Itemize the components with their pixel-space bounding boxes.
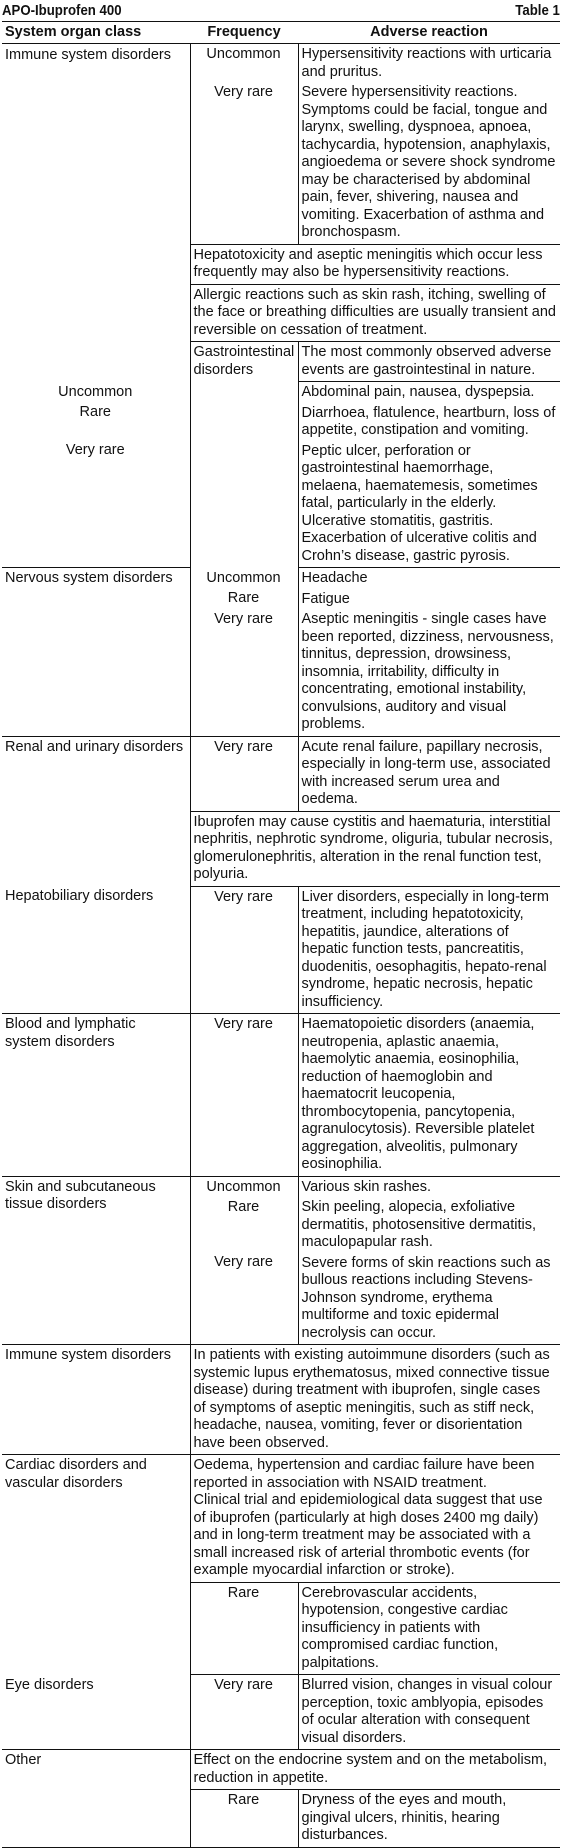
reaction-cell xyxy=(298,382,560,568)
note-cell: Allergic reactions such as skin rash, itching, swelling of the face or breathing difficulties are usually transient and reversible on cessation of treatment. xyxy=(190,284,560,342)
organ-class-cell: Renal and urinary disorders xyxy=(2,736,190,886)
note-cell: Ibuprofen may cause cystitis and haematuria, interstitial nephritis, nephrotic syndrome, oliguria, tubular necrosis, glomerulonephritis, alteration in the renal function test, polyuria. xyxy=(190,811,560,886)
frequency-cell xyxy=(190,1176,298,1345)
table-row xyxy=(2,1345,560,1455)
column-header-frequency: Frequency xyxy=(190,22,298,44)
organ-class-cell: Hepatobiliary disorders xyxy=(2,886,190,1014)
reaction-text: Peptic ulcer, perforation or gastrointestinal haemorrhage, melaena, haematemesis, sometimes fatal, particularly in the elderly. Ulcerative stomatitis, gastritis. Exacerbation of ulcerative colitis and Crohn’s disease, gastric pyrosis. xyxy=(301,442,538,564)
reaction-cell: Blurred vision, changes in visual colour perception, toxic amblyopia, episodes of ocular alteration with consequent visual disorders. xyxy=(298,1675,560,1750)
reaction-text: Hypersensitivity reactions with urticaria and pruritus. xyxy=(301,46,552,80)
reaction-text: Severe forms of skin reactions such as bullous reactions including Stevens-Johnson syndrome, erythema multiforme and toxic epidermal necrolysis can occur. xyxy=(301,1254,551,1341)
table-row xyxy=(2,1014,560,1177)
table-row xyxy=(2,1455,560,1583)
reaction-cell xyxy=(298,568,560,737)
frequency-label: Uncommon xyxy=(58,383,133,400)
frequency-label: Uncommon xyxy=(206,1178,281,1195)
reaction-text: Severe hypersensitivity reactions. Symptoms could be facial, tongue and larynx, swelling, dyspnoea, apnoea, tachycardia, hypotension, anaphylaxis, angioedema or severe shock syndrome may be characterised by abdominal pain, fever, shivering, nausea and vomiting. Exacerbation of asthma and bronchospasm. xyxy=(301,84,556,240)
reaction-cell: Acute renal failure, papillary necrosis, especially in long-term use, associated with increased serum urea and oedema. xyxy=(298,736,560,811)
table-row xyxy=(2,568,560,737)
product-name: APO-Ibuprofen 400 xyxy=(2,2,122,19)
organ-class-cell: Immune system disorders xyxy=(2,1345,190,1455)
adverse-reactions-table xyxy=(2,21,560,1848)
reaction-text: Diarrhoea, flatulence, heartburn, loss of appetite, constipation and vomiting. xyxy=(301,404,556,438)
note-cell xyxy=(190,1455,560,1583)
reaction-text: Abdominal pain, nausea, dyspepsia. xyxy=(301,384,535,400)
frequency-label: Rare xyxy=(79,404,111,420)
table-row xyxy=(2,736,560,811)
table-row xyxy=(2,1675,560,1750)
reaction-cell: Haematopoietic disorders (anaemia, neutropenia, aplastic anaemia, haemolytic anaemia, eosinophilia, reduction of haemoglobin and haematocrit leucopenia, thrombocytopenia, pancytopenia, agranulocytosis). Reversible platelet aggregation, alveolitis, pulmonary eosinophilia. xyxy=(298,1014,560,1177)
organ-class-cell: Nervous system disorders xyxy=(2,568,190,737)
organ-class-cell: Cardiac disorders and vascular disorders xyxy=(2,1455,190,1675)
frequency-cell: Very rare xyxy=(190,886,298,1014)
reaction-cell: Dryness of the eyes and mouth, gingival ulcers, rhinitis, hearing disturbances. xyxy=(298,1790,560,1848)
organ-class-cell: Other xyxy=(2,1750,190,1848)
note-cell: In patients with existing autoimmune disorders (such as systemic lupus erythematosus, mixed connective tissue disease) during treatment with ibuprofen, single cases of symptoms of aseptic meningitis, such as stiff neck, headache, nausea, vomiting, fever or disorientation have been observed. xyxy=(190,1345,560,1455)
frequency-cell: Very rare xyxy=(190,1014,298,1177)
note-paragraph: Oedema, hypertension and cardiac failure have been reported in association with NSAID treatment. xyxy=(193,1457,535,1491)
frequency-cell xyxy=(190,568,298,737)
reaction-cell: Cerebrovascular accidents, hypotension, congestive cardiac insufficiency in patients with compromised cardiac function, palpitations. xyxy=(298,1582,560,1675)
frequency-label: Uncommon xyxy=(206,569,281,586)
table-row xyxy=(2,1750,560,1790)
frequency-label: Very rare xyxy=(65,441,125,458)
reaction-text: Headache xyxy=(301,570,368,586)
organ-class-cell: Eye disorders xyxy=(2,1675,190,1750)
frequency-label: Very rare xyxy=(214,1253,273,1270)
table-row xyxy=(2,44,560,245)
organ-class-cell: Gastrointestinal disorders xyxy=(190,342,298,568)
frequency-label: Rare xyxy=(227,1199,260,1215)
organ-class-cell: Skin and subcutaneous tissue disorders xyxy=(2,1176,190,1345)
frequency-label: Very rare xyxy=(214,610,273,627)
frequency-cell xyxy=(190,44,298,245)
organ-class-cell: Immune system disorders xyxy=(2,44,190,382)
frequency-label: Uncommon xyxy=(206,46,281,62)
reaction-text: Aseptic meningitis - single cases have been reported, dizziness, nervousness, tinnitus, depression, drowsiness, insomnia, irritability, difficulty in concentrating, emotional instability, convulsions, auditory and visual problems. xyxy=(301,611,554,732)
frequency-cell: Rare xyxy=(190,1582,298,1675)
reaction-text: Fatigue xyxy=(301,590,350,607)
frequency-cell xyxy=(2,382,190,568)
note-cell: The most commonly observed adverse events are gastrointestinal in nature. xyxy=(298,342,560,382)
frequency-cell: Rare xyxy=(190,1790,298,1848)
table-header-row xyxy=(2,22,560,44)
organ-class-cell: Blood and lymphatic system disorders xyxy=(2,1014,190,1177)
frequency-cell: Very rare xyxy=(190,736,298,811)
reaction-text: Various skin rashes. xyxy=(301,1178,431,1195)
column-header-adverse-reaction: Adverse reaction xyxy=(298,22,560,44)
table-row xyxy=(2,1176,560,1345)
note-paragraph: Clinical trial and epidemiological data suggest that use of ibuprofen (particularly at high doses 2400 mg daily) and in long-term treatment may be associated with a small increased risk of arterial thrombotic events (for example myocardial infarction or stroke). xyxy=(193,1492,543,1578)
table-row xyxy=(2,886,560,1014)
reaction-cell: Liver disorders, especially in long-term treatment, including hepatotoxicity, hepatitis, jaundice, alterations of hepatic function tests, pancreatitis, duodenitis, oesophagitis, hepato-renal syndrome, hepatic necrosis, hepatic insufficiency. xyxy=(298,886,560,1014)
frequency-label: Rare xyxy=(227,590,260,606)
frequency-label: Very rare xyxy=(214,83,273,100)
note-cell: Effect on the endocrine system and on the metabolism, reduction in appetite. xyxy=(190,1750,560,1790)
column-header-organ-class: System organ class xyxy=(2,22,190,44)
reaction-cell xyxy=(298,44,560,245)
table-label: Table 1 xyxy=(515,2,560,19)
reaction-text: Skin peeling, alopecia, exfoliative dermatitis, photosensitive dermatitis, maculopapular rash. xyxy=(301,1199,537,1250)
note-cell: Hepatotoxicity and aseptic meningitis which occur less frequently may also be hypersensitivity reactions. xyxy=(190,244,560,284)
frequency-cell: Very rare xyxy=(190,1675,298,1750)
reaction-cell xyxy=(298,1176,560,1345)
table-title-bar xyxy=(2,0,560,21)
